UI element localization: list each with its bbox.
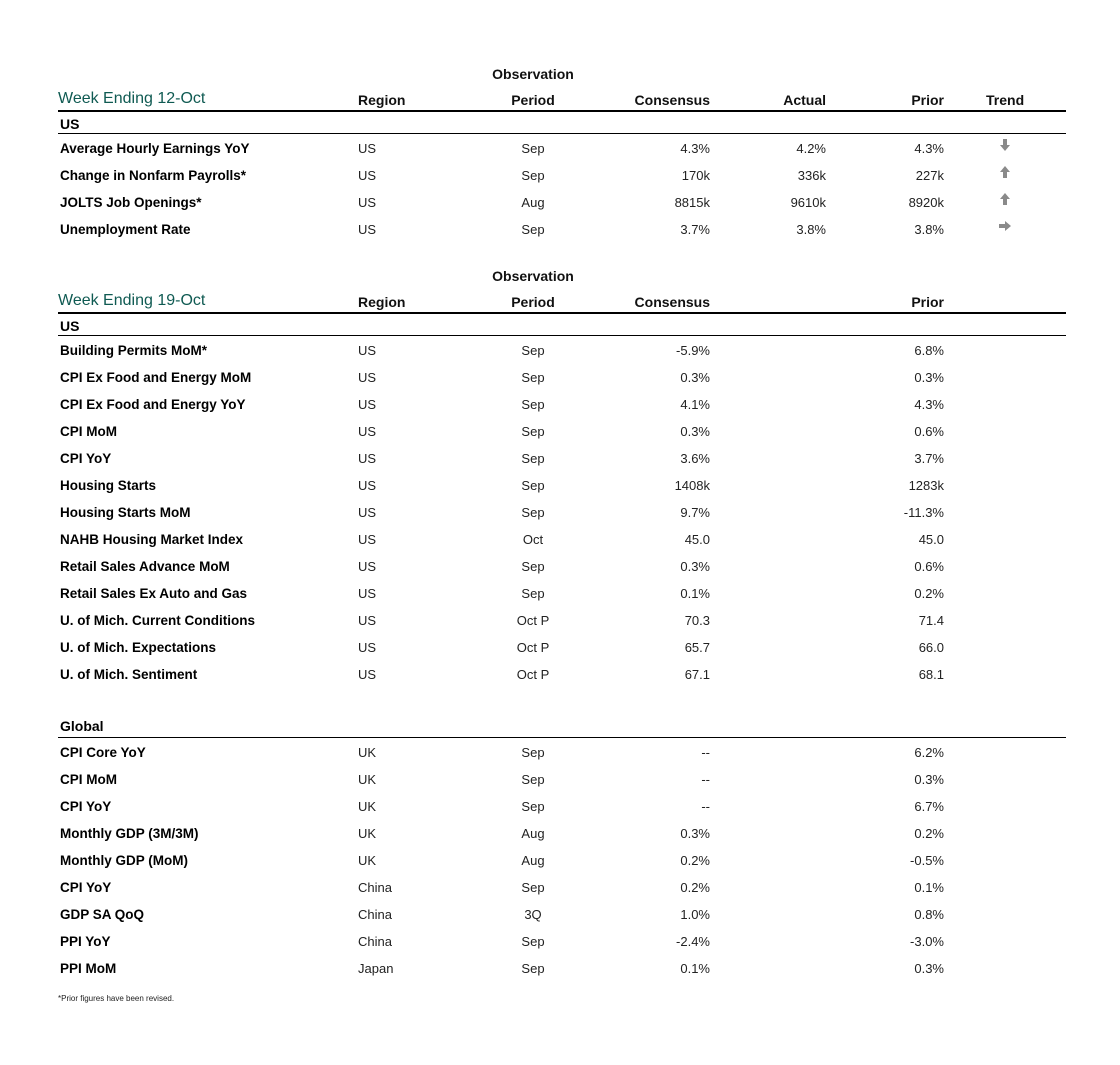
period-cell: Aug bbox=[521, 195, 545, 210]
prior-cell: 4.3% bbox=[914, 141, 944, 156]
period-cell: Sep bbox=[521, 370, 545, 385]
table-row bbox=[58, 215, 1066, 242]
week-12-oct-section bbox=[58, 66, 1066, 242]
table-row bbox=[58, 134, 1066, 161]
prior-cell: 71.4 bbox=[918, 613, 944, 628]
region-cell: US bbox=[358, 370, 377, 385]
region-header: Region bbox=[358, 92, 406, 108]
table-row bbox=[58, 188, 1066, 215]
table-row bbox=[58, 927, 1066, 954]
table-row bbox=[58, 363, 1066, 390]
table-row bbox=[58, 606, 1066, 633]
global-section bbox=[58, 714, 1066, 981]
consensus-cell: 0.2% bbox=[680, 880, 710, 895]
region-header: Region bbox=[358, 294, 406, 310]
period-cell: Sep bbox=[521, 772, 545, 787]
consensus-cell: 3.6% bbox=[680, 451, 710, 466]
consensus-cell: 0.1% bbox=[680, 586, 710, 601]
table-row bbox=[58, 738, 1066, 765]
prior-cell: 3.8% bbox=[914, 222, 944, 237]
consensus-cell: 9.7% bbox=[680, 505, 710, 520]
consensus-cell: 0.2% bbox=[680, 853, 710, 868]
prior-cell: 227k bbox=[915, 168, 944, 183]
consensus-cell: 45.0 bbox=[684, 532, 710, 547]
table-row bbox=[58, 954, 1066, 981]
right-arrow-icon bbox=[994, 218, 1016, 237]
prior-cell: 0.2% bbox=[914, 586, 944, 601]
observation-header: Observation bbox=[492, 268, 574, 284]
actual-header: Actual bbox=[783, 92, 826, 108]
indicator-cell: U. of Mich. Expectations bbox=[60, 640, 217, 655]
consensus-header: Consensus bbox=[634, 294, 710, 310]
consensus-cell: 4.1% bbox=[680, 397, 710, 412]
indicator-cell: Monthly GDP (MoM) bbox=[60, 853, 188, 868]
week-12-oct-header bbox=[58, 66, 1066, 110]
up-arrow-icon bbox=[994, 191, 1016, 210]
region-cell: China bbox=[358, 880, 392, 895]
table-row bbox=[58, 819, 1066, 846]
us-group-label: US bbox=[58, 312, 1066, 336]
table-row bbox=[58, 161, 1066, 188]
indicator-cell: Average Hourly Earnings YoY bbox=[60, 141, 250, 156]
table-row bbox=[58, 390, 1066, 417]
week-19-oct-section bbox=[58, 268, 1066, 687]
trend-header: Trend bbox=[986, 92, 1025, 108]
period-cell: Sep bbox=[521, 397, 545, 412]
consensus-cell: 1.0% bbox=[680, 907, 710, 922]
prior-cell: 45.0 bbox=[918, 532, 944, 547]
us-group-label: US bbox=[58, 110, 1066, 134]
prior-cell: 0.8% bbox=[914, 907, 944, 922]
table-row bbox=[58, 336, 1066, 363]
indicator-cell: U. of Mich. Sentiment bbox=[60, 667, 198, 682]
indicator-cell: NAHB Housing Market Index bbox=[60, 532, 244, 547]
period-cell: Aug bbox=[521, 826, 545, 841]
consensus-cell: -- bbox=[701, 772, 710, 787]
period-cell: Sep bbox=[521, 586, 545, 601]
period-cell: Oct bbox=[522, 532, 544, 547]
period-cell: Aug bbox=[521, 853, 545, 868]
global-group-label: Global bbox=[58, 714, 1066, 738]
prior-cell: 6.2% bbox=[914, 745, 944, 760]
actual-cell: 9610k bbox=[790, 195, 826, 210]
indicator-cell: Retail Sales Ex Auto and Gas bbox=[60, 586, 248, 601]
period-cell: Sep bbox=[521, 424, 545, 439]
region-cell: UK bbox=[358, 799, 377, 814]
prior-cell: -11.3% bbox=[903, 505, 944, 520]
region-cell: China bbox=[358, 934, 392, 949]
region-cell: US bbox=[358, 505, 377, 520]
prior-cell: 0.3% bbox=[914, 772, 944, 787]
region-cell: US bbox=[358, 586, 377, 601]
prior-cell: 0.3% bbox=[914, 370, 944, 385]
prior-cell: 4.3% bbox=[914, 397, 944, 412]
indicator-cell: CPI MoM bbox=[60, 424, 117, 439]
period-cell: Sep bbox=[521, 799, 545, 814]
period-cell: Sep bbox=[521, 451, 545, 466]
consensus-cell: 1408k bbox=[674, 478, 710, 493]
week-19-oct-header bbox=[58, 268, 1066, 312]
region-cell: US bbox=[358, 559, 377, 574]
indicator-cell: CPI Core YoY bbox=[60, 745, 146, 760]
region-cell: Japan bbox=[358, 961, 394, 976]
region-cell: UK bbox=[358, 826, 377, 841]
region-cell: US bbox=[358, 613, 377, 628]
table-row bbox=[58, 846, 1066, 873]
table-row bbox=[58, 660, 1066, 687]
consensus-cell: -2.4% bbox=[676, 934, 710, 949]
consensus-cell: -- bbox=[701, 799, 710, 814]
table-row bbox=[58, 498, 1066, 525]
region-cell: US bbox=[358, 141, 377, 156]
week-19-oct-us-rows bbox=[58, 336, 1066, 687]
period-cell: Sep bbox=[521, 505, 545, 520]
indicator-cell: PPI MoM bbox=[60, 961, 117, 976]
prior-cell: 0.1% bbox=[914, 880, 944, 895]
prior-cell: 66.0 bbox=[918, 640, 944, 655]
prior-cell: -3.0% bbox=[910, 934, 944, 949]
indicator-cell: Building Permits MoM* bbox=[60, 343, 208, 358]
indicator-cell: CPI YoY bbox=[60, 451, 112, 466]
indicator-cell: JOLTS Job Openings* bbox=[60, 195, 202, 210]
observation-header: Observation bbox=[492, 66, 574, 82]
period-cell: Oct P bbox=[516, 667, 550, 682]
consensus-cell: 67.1 bbox=[684, 667, 710, 682]
period-cell: Sep bbox=[521, 880, 545, 895]
prior-cell: 0.6% bbox=[914, 559, 944, 574]
table-row bbox=[58, 417, 1066, 444]
consensus-header: Consensus bbox=[634, 92, 710, 108]
consensus-cell: 4.3% bbox=[680, 141, 710, 156]
prior-header: Prior bbox=[911, 294, 944, 310]
region-cell: US bbox=[358, 195, 377, 210]
indicator-cell: Retail Sales Advance MoM bbox=[60, 559, 230, 574]
indicator-cell: Housing Starts bbox=[60, 478, 157, 493]
period-cell: Sep bbox=[521, 141, 545, 156]
region-cell: UK bbox=[358, 745, 377, 760]
region-cell: US bbox=[358, 640, 377, 655]
prior-cell: 0.3% bbox=[914, 961, 944, 976]
prior-cell: 0.6% bbox=[914, 424, 944, 439]
prior-cell: 0.2% bbox=[914, 826, 944, 841]
week-12-oct-rows bbox=[58, 134, 1066, 242]
region-cell: China bbox=[358, 907, 392, 922]
region-cell: US bbox=[358, 397, 377, 412]
down-arrow-icon bbox=[994, 137, 1016, 156]
region-cell: US bbox=[358, 343, 377, 358]
consensus-cell: 0.3% bbox=[680, 370, 710, 385]
region-cell: UK bbox=[358, 772, 377, 787]
prior-cell: -0.5% bbox=[910, 853, 944, 868]
table-row bbox=[58, 873, 1066, 900]
consensus-cell: -5.9% bbox=[676, 343, 710, 358]
table-row bbox=[58, 900, 1066, 927]
period-cell: Oct P bbox=[516, 613, 550, 628]
table-row bbox=[58, 633, 1066, 660]
actual-cell: 3.8% bbox=[796, 222, 826, 237]
indicator-cell: Change in Nonfarm Payrolls* bbox=[60, 168, 247, 183]
consensus-cell: 70.3 bbox=[684, 613, 710, 628]
period-cell: Oct P bbox=[516, 640, 550, 655]
consensus-cell: 3.7% bbox=[680, 222, 710, 237]
consensus-cell: 0.3% bbox=[680, 559, 710, 574]
indicator-cell: CPI YoY bbox=[60, 880, 112, 895]
prior-cell: 6.8% bbox=[914, 343, 944, 358]
week-19-oct-title: Week Ending 19-Oct bbox=[58, 292, 206, 309]
footnote: *Prior figures have been revised. bbox=[58, 994, 175, 1003]
period-header: Period bbox=[511, 294, 555, 310]
week-12-oct-title: Week Ending 12-Oct bbox=[58, 90, 206, 107]
table-row bbox=[58, 579, 1066, 606]
region-cell: US bbox=[358, 424, 377, 439]
prior-header: Prior bbox=[911, 92, 944, 108]
period-cell: Sep bbox=[521, 745, 545, 760]
global-rows bbox=[58, 738, 1066, 981]
indicator-cell: CPI YoY bbox=[60, 799, 112, 814]
indicator-cell: U. of Mich. Current Conditions bbox=[60, 613, 255, 628]
consensus-cell: 0.3% bbox=[680, 826, 710, 841]
table-row bbox=[58, 552, 1066, 579]
period-cell: Sep bbox=[521, 168, 545, 183]
consensus-cell: 8815k bbox=[674, 195, 710, 210]
prior-cell: 3.7% bbox=[914, 451, 944, 466]
table-row bbox=[58, 792, 1066, 819]
actual-cell: 336k bbox=[797, 168, 826, 183]
region-cell: US bbox=[358, 222, 377, 237]
consensus-cell: -- bbox=[701, 745, 710, 760]
prior-cell: 1283k bbox=[908, 478, 944, 493]
region-cell: US bbox=[358, 667, 377, 682]
region-cell: UK bbox=[358, 853, 377, 868]
period-cell: Sep bbox=[521, 934, 545, 949]
indicator-cell: Monthly GDP (3M/3M) bbox=[60, 826, 199, 841]
actual-cell: 4.2% bbox=[796, 141, 826, 156]
consensus-cell: 170k bbox=[681, 168, 710, 183]
table-row bbox=[58, 471, 1066, 498]
indicator-cell: Unemployment Rate bbox=[60, 222, 191, 237]
indicator-cell: CPI MoM bbox=[60, 772, 117, 787]
region-cell: US bbox=[358, 451, 377, 466]
consensus-cell: 0.1% bbox=[680, 961, 710, 976]
region-cell: US bbox=[358, 532, 377, 547]
up-arrow-icon bbox=[994, 164, 1016, 183]
consensus-cell: 65.7 bbox=[684, 640, 710, 655]
indicator-cell: Housing Starts MoM bbox=[60, 505, 191, 520]
consensus-cell: 0.3% bbox=[680, 424, 710, 439]
table-row bbox=[58, 525, 1066, 552]
prior-cell: 68.1 bbox=[918, 667, 944, 682]
period-cell: Sep bbox=[521, 478, 545, 493]
period-cell: Sep bbox=[521, 343, 545, 358]
period-cell: Sep bbox=[521, 961, 545, 976]
table-row bbox=[58, 444, 1066, 471]
period-cell: 3Q bbox=[524, 907, 542, 922]
indicator-cell: GDP SA QoQ bbox=[60, 907, 145, 922]
indicator-cell: CPI Ex Food and Energy MoM bbox=[60, 370, 252, 385]
period-cell: Sep bbox=[521, 559, 545, 574]
prior-cell: 8920k bbox=[908, 195, 944, 210]
region-cell: US bbox=[358, 168, 377, 183]
prior-cell: 6.7% bbox=[914, 799, 944, 814]
region-cell: US bbox=[358, 478, 377, 493]
period-header: Period bbox=[511, 92, 555, 108]
indicator-cell: CPI Ex Food and Energy YoY bbox=[60, 397, 246, 412]
indicator-cell: PPI YoY bbox=[60, 934, 111, 949]
period-cell: Sep bbox=[521, 222, 545, 237]
table-row bbox=[58, 765, 1066, 792]
